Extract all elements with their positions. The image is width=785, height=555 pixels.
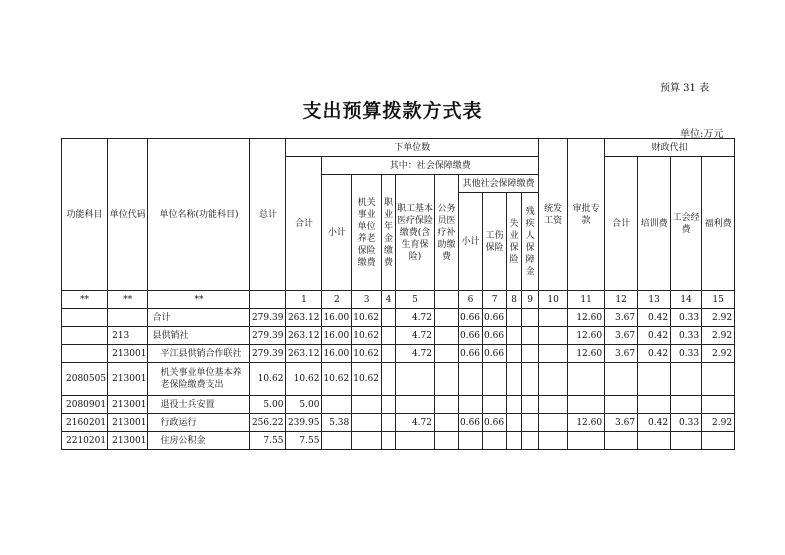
column-index-cell: 4 xyxy=(381,291,395,309)
cell-name: 行政运行 xyxy=(148,414,250,432)
cell-training xyxy=(638,363,671,396)
cell-other-subtotal xyxy=(458,363,482,396)
cell-ss-subtotal xyxy=(322,432,352,450)
cell-name: 机关事业单位基本养老保险缴费支出 xyxy=(148,363,250,396)
cell-unemployment xyxy=(507,327,522,345)
cell-medical xyxy=(395,396,434,414)
header-training: 培训费 xyxy=(638,157,671,291)
cell-injury: 0.66 xyxy=(483,309,507,327)
cell-pension: 10.62 xyxy=(352,327,382,345)
cell-fiscal-total xyxy=(605,363,638,396)
cell-welfare: 2.92 xyxy=(702,345,735,363)
cell-annuity xyxy=(381,363,395,396)
header-union: 工会经费 xyxy=(671,157,702,291)
column-index-cell: ** xyxy=(148,291,250,309)
header-fiscal-total: 合计 xyxy=(605,157,638,291)
cell-training: 0.42 xyxy=(638,345,671,363)
cell-medical xyxy=(395,432,434,450)
cell-total: 279.39 xyxy=(250,345,286,363)
cell-injury xyxy=(483,396,507,414)
cell-union: 0.33 xyxy=(671,345,702,363)
column-index-cell: 10 xyxy=(539,291,568,309)
cell-civil-medical xyxy=(434,432,458,450)
cell-unit: 213001 xyxy=(108,363,148,396)
cell-lower-total: 239.95 xyxy=(286,414,322,432)
cell-unified-wage xyxy=(539,414,568,432)
cell-special xyxy=(568,396,605,414)
header-unified-wage: 统发工资 xyxy=(539,139,568,291)
header-other-ss: 其他社会保障缴费 xyxy=(458,175,538,193)
column-index-cell: 13 xyxy=(638,291,671,309)
table-row xyxy=(62,363,735,396)
cell-welfare: 2.92 xyxy=(702,327,735,345)
cell-disabled xyxy=(522,345,539,363)
cell-union xyxy=(671,363,702,396)
table-body xyxy=(62,309,735,450)
cell-pension xyxy=(352,414,382,432)
header-ss-subtotal: 小计 xyxy=(322,175,352,291)
header-social-security: 其中：社会保障缴费 xyxy=(322,157,539,175)
cell-fiscal-total: 3.67 xyxy=(605,309,638,327)
header-annuity: 职业年金缴费 xyxy=(381,175,395,291)
cell-unemployment xyxy=(507,345,522,363)
cell-ss-subtotal: 16.00 xyxy=(322,327,352,345)
column-index-cell: 8 xyxy=(507,291,522,309)
cell-unified-wage xyxy=(539,396,568,414)
column-index-cell xyxy=(250,291,286,309)
cell-training xyxy=(638,432,671,450)
cell-ss-subtotal xyxy=(322,396,352,414)
cell-unit: 213001 xyxy=(108,396,148,414)
cell-ss-subtotal: 16.00 xyxy=(322,345,352,363)
cell-training: 0.42 xyxy=(638,327,671,345)
cell-welfare: 2.92 xyxy=(702,309,735,327)
cell-ss-subtotal: 16.00 xyxy=(322,309,352,327)
cell-ss-subtotal: 5.38 xyxy=(322,414,352,432)
cell-injury xyxy=(483,363,507,396)
cell-unified-wage xyxy=(539,327,568,345)
cell-unemployment xyxy=(507,309,522,327)
cell-welfare xyxy=(702,396,735,414)
cell-unit: 213001 xyxy=(108,345,148,363)
cell-func xyxy=(62,345,108,363)
cell-medical: 4.72 xyxy=(395,414,434,432)
cell-injury: 0.66 xyxy=(483,414,507,432)
cell-medical: 4.72 xyxy=(395,327,434,345)
page-title: 支出预算拨款方式表 xyxy=(302,100,483,122)
cell-civil-medical xyxy=(434,327,458,345)
cell-special xyxy=(568,363,605,396)
cell-annuity xyxy=(381,414,395,432)
header-unit-name: 单位名称(功能科目) xyxy=(148,139,250,291)
header-fiscal-deduct: 财政代扣 xyxy=(605,139,735,157)
cell-welfare xyxy=(702,432,735,450)
cell-other-subtotal: 0.66 xyxy=(458,345,482,363)
cell-unit: 213 xyxy=(108,327,148,345)
cell-pension xyxy=(352,396,382,414)
cell-special: 12.60 xyxy=(568,309,605,327)
cell-name: 住房公积金 xyxy=(148,432,250,450)
cell-func: 2210201 xyxy=(62,432,108,450)
cell-pension: 10.62 xyxy=(352,345,382,363)
column-index-cell: 3 xyxy=(352,291,382,309)
header-pension: 机关事业单位养老保险缴费 xyxy=(352,175,382,291)
cell-pension: 10.62 xyxy=(352,363,382,396)
cell-unemployment xyxy=(507,396,522,414)
cell-name: 平江县供销合作联社 xyxy=(148,345,250,363)
cell-medical: 4.72 xyxy=(395,309,434,327)
cell-training xyxy=(638,396,671,414)
cell-union: 0.33 xyxy=(671,309,702,327)
cell-name: 合计 xyxy=(148,309,250,327)
cell-unified-wage xyxy=(539,345,568,363)
cell-civil-medical xyxy=(434,309,458,327)
cell-unified-wage xyxy=(539,363,568,396)
header-special-approval: 审批专款 xyxy=(568,139,605,291)
cell-pension xyxy=(352,432,382,450)
table-number-note: 预算 31 表 xyxy=(660,83,710,94)
header-welfare: 福利费 xyxy=(702,157,735,291)
cell-other-subtotal: 0.66 xyxy=(458,309,482,327)
column-index-cell: 9 xyxy=(522,291,539,309)
cell-fiscal-total xyxy=(605,396,638,414)
cell-other-subtotal: 0.66 xyxy=(458,327,482,345)
header-unit-code: 单位代码 xyxy=(108,139,148,291)
column-index-cell: 1 xyxy=(286,291,322,309)
column-index-cell: ** xyxy=(108,291,148,309)
cell-unit: 213001 xyxy=(108,432,148,450)
cell-lower-total: 7.55 xyxy=(286,432,322,450)
cell-unemployment xyxy=(507,414,522,432)
cell-total: 279.39 xyxy=(250,309,286,327)
cell-total: 279.39 xyxy=(250,327,286,345)
cell-annuity xyxy=(381,396,395,414)
cell-fiscal-total: 3.67 xyxy=(605,414,638,432)
cell-fiscal-total: 3.67 xyxy=(605,327,638,345)
header-unemployment: 失业保险 xyxy=(507,193,522,291)
header-total: 总计 xyxy=(250,139,286,291)
column-index-cell xyxy=(434,291,458,309)
cell-lower-total: 263.12 xyxy=(286,327,322,345)
cell-disabled xyxy=(522,432,539,450)
cell-func xyxy=(62,327,108,345)
cell-other-subtotal xyxy=(458,432,482,450)
cell-unified-wage xyxy=(539,432,568,450)
cell-disabled xyxy=(522,414,539,432)
table-row xyxy=(62,309,735,327)
cell-injury: 0.66 xyxy=(483,327,507,345)
cell-civil-medical xyxy=(434,414,458,432)
cell-union xyxy=(671,396,702,414)
cell-medical: 4.72 xyxy=(395,345,434,363)
header-civil-medical: 公务员医疗补助缴费 xyxy=(434,175,458,291)
cell-unemployment xyxy=(507,363,522,396)
cell-annuity xyxy=(381,309,395,327)
cell-disabled xyxy=(522,309,539,327)
column-index-cell: 14 xyxy=(671,291,702,309)
cell-name: 县供销社 xyxy=(148,327,250,345)
cell-union: 0.33 xyxy=(671,414,702,432)
column-index-cell: 7 xyxy=(483,291,507,309)
cell-training: 0.42 xyxy=(638,309,671,327)
header-injury: 工伤保险 xyxy=(483,193,507,291)
column-index-cell: 11 xyxy=(568,291,605,309)
header-other-subtotal: 小计 xyxy=(458,193,482,291)
cell-func: 2080505 xyxy=(62,363,108,396)
cell-injury xyxy=(483,432,507,450)
column-index-cell: ** xyxy=(62,291,108,309)
cell-welfare xyxy=(702,363,735,396)
column-index-cell: 12 xyxy=(605,291,638,309)
table-row xyxy=(62,432,735,450)
cell-other-subtotal xyxy=(458,396,482,414)
cell-civil-medical xyxy=(434,363,458,396)
cell-total: 7.55 xyxy=(250,432,286,450)
cell-injury: 0.66 xyxy=(483,345,507,363)
cell-total: 10.62 xyxy=(250,363,286,396)
table-row xyxy=(62,396,735,414)
header-lower-units: 下单位数 xyxy=(286,139,539,157)
cell-total: 256.22 xyxy=(250,414,286,432)
column-index-cell: 5 xyxy=(395,291,434,309)
table-row xyxy=(62,414,735,432)
cell-func: 2160201 xyxy=(62,414,108,432)
cell-lower-total: 5.00 xyxy=(286,396,322,414)
cell-annuity xyxy=(381,327,395,345)
cell-civil-medical xyxy=(434,345,458,363)
column-index-cell: 15 xyxy=(702,291,735,309)
cell-disabled xyxy=(522,363,539,396)
cell-welfare: 2.92 xyxy=(702,414,735,432)
cell-union: 0.33 xyxy=(671,327,702,345)
cell-special xyxy=(568,432,605,450)
header-func-code: 功能科目 xyxy=(62,139,108,291)
cell-func xyxy=(62,309,108,327)
column-index-cell: 6 xyxy=(458,291,482,309)
cell-special: 12.60 xyxy=(568,327,605,345)
cell-unemployment xyxy=(507,432,522,450)
cell-unit xyxy=(108,309,148,327)
header-medical: 职工基本医疗保险缴费(含生育保险) xyxy=(395,175,434,291)
budget-table xyxy=(61,138,735,450)
cell-special: 12.60 xyxy=(568,414,605,432)
cell-name: 退役士兵安置 xyxy=(148,396,250,414)
cell-unit: 213001 xyxy=(108,414,148,432)
table-row xyxy=(62,345,735,363)
cell-disabled xyxy=(522,396,539,414)
cell-lower-total: 263.12 xyxy=(286,309,322,327)
cell-annuity xyxy=(381,345,395,363)
cell-fiscal-total xyxy=(605,432,638,450)
unit-note: 单位:万元 xyxy=(680,129,724,140)
cell-lower-total: 263.12 xyxy=(286,345,322,363)
cell-pension: 10.62 xyxy=(352,309,382,327)
cell-unified-wage xyxy=(539,309,568,327)
table-row xyxy=(62,327,735,345)
cell-other-subtotal: 0.66 xyxy=(458,414,482,432)
header-lower-total: 合计 xyxy=(286,157,322,291)
header-disabled: 残疾人保障金 xyxy=(522,193,539,291)
column-index-row xyxy=(62,291,735,309)
cell-total: 5.00 xyxy=(250,396,286,414)
cell-medical xyxy=(395,363,434,396)
cell-training: 0.42 xyxy=(638,414,671,432)
cell-annuity xyxy=(381,432,395,450)
cell-union xyxy=(671,432,702,450)
column-index-cell: 2 xyxy=(322,291,352,309)
cell-civil-medical xyxy=(434,396,458,414)
cell-ss-subtotal: 10.62 xyxy=(322,363,352,396)
cell-func: 2080901 xyxy=(62,396,108,414)
cell-lower-total: 10.62 xyxy=(286,363,322,396)
cell-special: 12.60 xyxy=(568,345,605,363)
cell-disabled xyxy=(522,327,539,345)
cell-fiscal-total: 3.67 xyxy=(605,345,638,363)
